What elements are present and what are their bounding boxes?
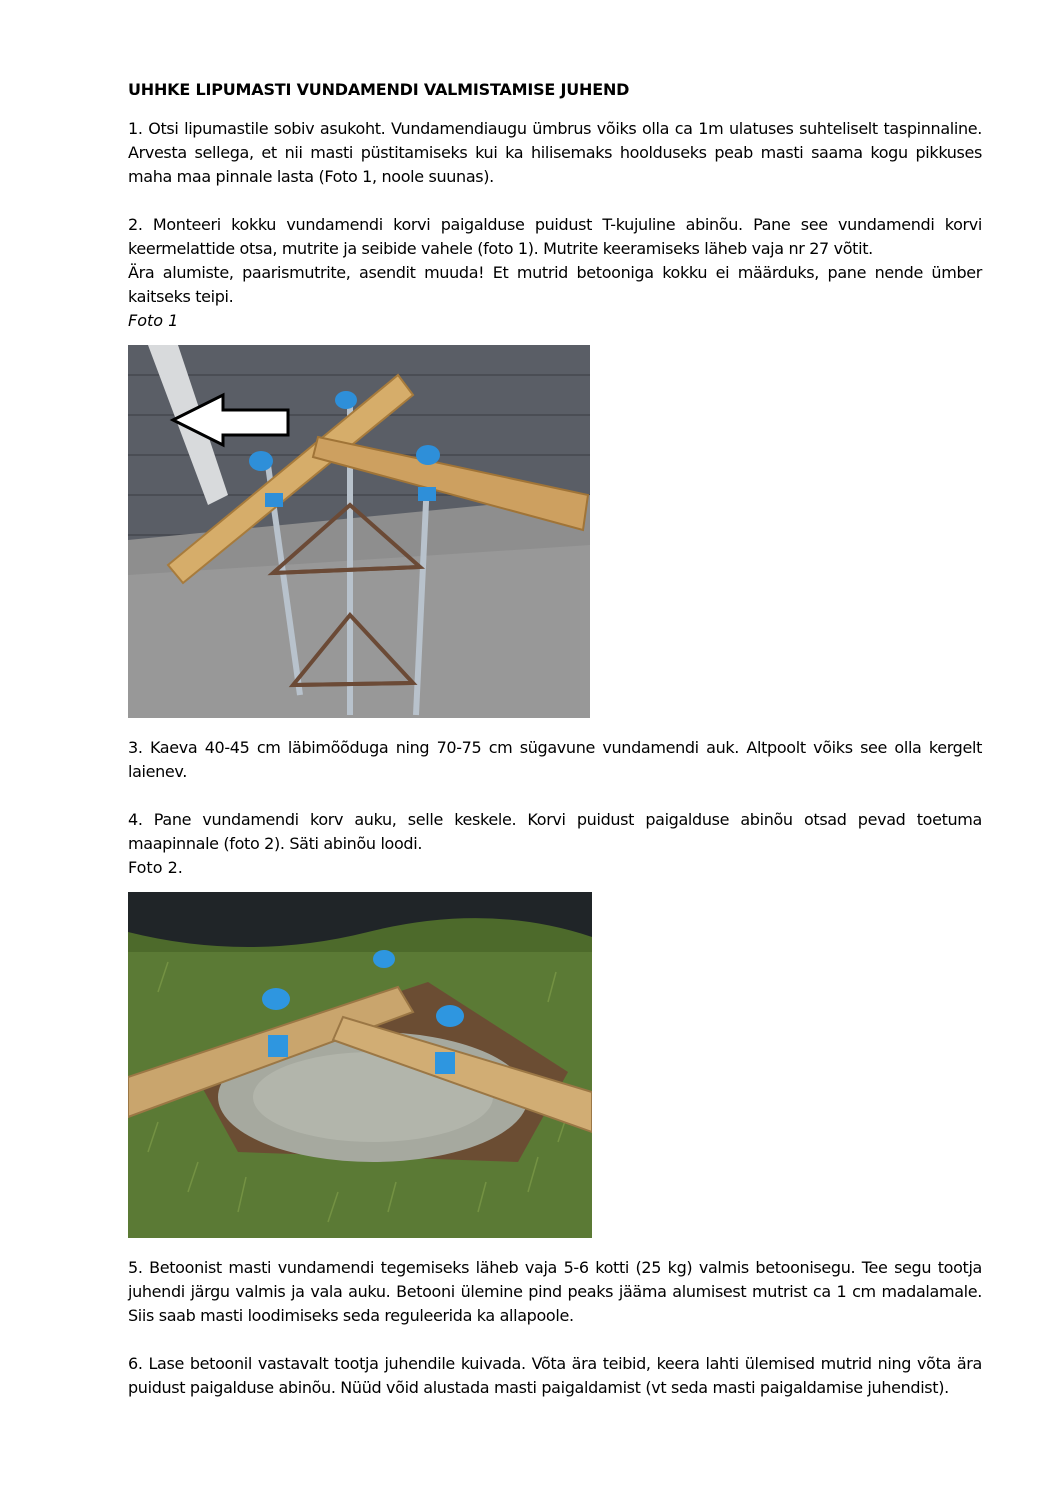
step-6: 6. Lase betoonil vastavalt tootja juhendile kuivada. Võta ära teibid, keera lahti ülemised mutrid ning võta ära puidust paigalduse abinõu. Nüüd võid alustada masti paigaldamist (vt seda masti paigaldamise juhendist). <box>128 1354 982 1397</box>
photo-1 <box>128 345 590 718</box>
step-1: 1. Otsi lipumastile sobiv asukoht. Vundamendiaugu ümbrus võiks olla ca 1m ulatuses suhteliselt taspinnaline. Arvesta sellega, et nii masti püstitamiseks kui ka hilisemaks hoolduseks peab masti saama kogu pikkuses maha maa pinnale lasta (Foto 1, noole suunas). <box>128 119 982 186</box>
step-2-note: Ära alumiste, paarismutrite, asendit muuda! Et mutrid betooniga kokku ei määrduks, pane nende ümber kaitseks teipi. <box>128 263 982 306</box>
step-4: 4. Pane vundamendi korv auku, selle keskele. Korvi puidust paigalduse abinõu otsad pevad toetuma maapinnale (foto 2). Säti abinõu loodi. <box>128 810 982 853</box>
step-3: 3. Kaeva 40-45 cm läbimõõduga ning 70-75 cm sügavune vundamendi auk. Altpoolt võiks see olla kergelt laienev. <box>128 738 982 781</box>
document-page <box>128 80 982 1400</box>
step-5: 5. Betoonist masti vundamendi tegemiseks läheb vaja 5-6 kotti (25 kg) valmis betoonisegu. Tee segu tootja juhendi järgu valmis ja vala auku. Betooni ülemine pind peaks jääma alumisest mutrist ca 1 cm madalamale. Siis saab masti loodimiseks seda reguleerida ka allapoole. <box>128 1258 982 1325</box>
photo-1-caption: Foto 1 <box>128 311 179 330</box>
step-2: 2. Monteeri kokku vundamendi korvi paigalduse puidust T-kujuline abinõu. Pane see vundamendi korvi keermelattide otsa, mutrite ja seibide vahele (foto 1). Mutrite keeramiseks läheb vaja nr 27 võtit. <box>128 215 982 258</box>
photo-2-caption: Foto 2. <box>128 858 183 877</box>
document-title: UHHKE LIPUMASTI VUNDAMENDI VALMISTAMISE JUHEND <box>128 80 630 99</box>
photo-2 <box>128 892 592 1238</box>
